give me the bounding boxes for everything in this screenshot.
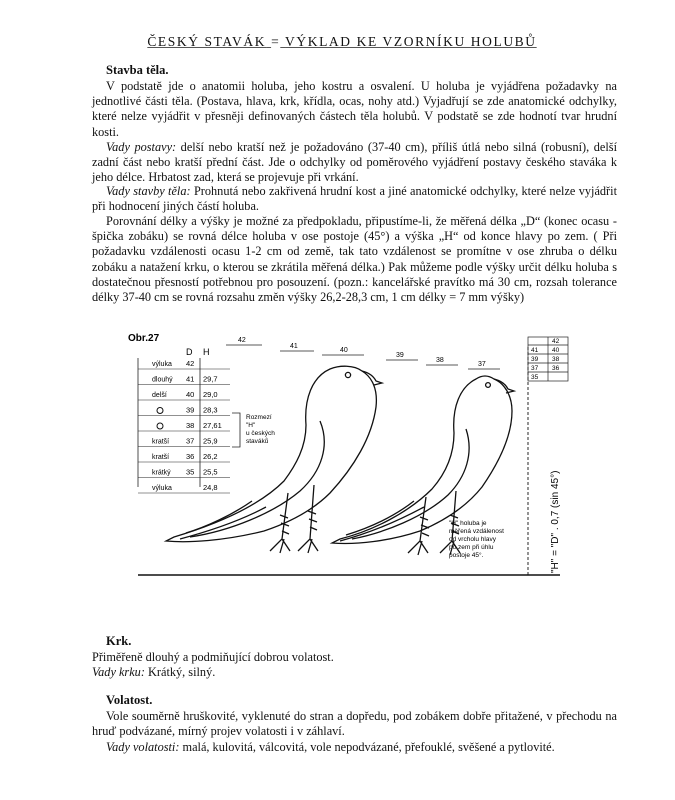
scale-row-label: výluka	[152, 485, 172, 492]
label-vady-stavby: Vady stavby těla:	[106, 184, 191, 198]
top-mark: 40	[340, 347, 348, 354]
scale-row-h: 25,5	[203, 467, 218, 477]
paragraph-anatomie: V podstatě jde o anatomii holuba, jeho kostru a osvalení. U holuba je vyjádřena požadavky na jednotlivé části těla. (Postava, hlava, krk, křídla, ocas, nohy atd.) Vyjadřují se zde anatomické odchylky, které nelze vyjádřit v přesněji definovaných částech těla holubů. V podstatě se zde hodnotí tvar hrudní kosti.	[92, 79, 617, 139]
scale-row-h: 28,3	[203, 405, 218, 415]
svg-text:37: 37	[531, 365, 539, 372]
scale-row	[138, 437, 230, 447]
rozmezi-bracket	[232, 413, 240, 447]
section-heading-stavba: Stavba těla.	[106, 63, 169, 77]
h-note	[449, 520, 504, 559]
figure-label: Obr.27	[128, 333, 160, 344]
scale-row-label: dlouhý	[152, 376, 173, 384]
top-marks	[226, 337, 500, 369]
scale-row	[138, 483, 230, 493]
scale-row	[138, 375, 230, 385]
paragraph-vady-stavby	[92, 184, 617, 214]
scale-row	[138, 359, 230, 369]
svg-text:42: 42	[552, 338, 560, 345]
scale-rows	[138, 359, 230, 493]
header-right: VÝKLAD KE VZORNÍKU HOLUBŮ	[285, 34, 537, 49]
svg-text:"H": "H"	[246, 422, 256, 429]
volatost-line1: Vole souměrně hruškovité, vyklenuté do stran a dopředu, pod zobákem dobře přitažené, v přechodu na hruď podvázané, mírný projev volatosti i v záhlaví.	[92, 709, 617, 739]
svg-text:staváků: staváků	[246, 438, 269, 445]
paragraph-vady-postavy	[92, 140, 617, 186]
scale-row-h: 26,2	[203, 452, 218, 461]
label-vady-krku: Vady krku:	[92, 665, 145, 679]
scale-row-label: výluka	[152, 361, 172, 368]
svg-text:38: 38	[552, 356, 560, 363]
svg-text:po zem při úhlu: po zem při úhlu	[449, 544, 494, 551]
volatost-vady	[92, 740, 617, 755]
text-vady-krku: Krátký, silný.	[144, 665, 216, 679]
scale-row-d: 39	[186, 405, 195, 415]
col-h-label: H	[203, 347, 210, 357]
scale-row-h: 29,0	[203, 390, 218, 399]
label-vady-postavy: Vady postavy:	[106, 140, 177, 154]
top-mark: 39	[396, 352, 404, 359]
svg-text:39: 39	[531, 356, 539, 363]
col-d-label: D	[186, 347, 193, 357]
scale-row-label: krátký	[152, 469, 171, 477]
top-mark: 41	[290, 343, 298, 350]
pigeon-drawing-left	[166, 366, 382, 553]
paragraph-porovnani: Porovnání délky a výšky je možné za předpokladu, připustíme-li, že měřená délka „D“ (konec ocasu - špička zobáku) se rovná délce holuba v ose postoje (45°) a výška „H“ od konce hlavy po zem. ( Při požadavku vzdálenosti ocasu 1-2 cm od země, tak tato vzdálenost se promítne v ose zhruba o délku zobáku a natažení krku, o kterou se zkrátila měřená délka.) Pak můžeme podle výšky určit délku holuba s dostatečnou přesností potřebnou pro posouzení. (pozn.: kancelářské pravítko má 30 cm, rozsah tolerance délky 37-40 cm se rovná rozsahu změn výšky 26,2-28,3 cm, 1 cm délky = 7 mm výšky)	[92, 214, 617, 305]
top-mark: 42	[238, 337, 246, 344]
tolerance-marker	[157, 408, 163, 414]
text-vady-postavy: delší nebo kratší než je požadováno (37-40 cm), příliš útlá nebo silná (robusní), delší zadní část nebo kratší přední část. Jde o odchylky od poměrového vyjádření postavy českého staváka k jeho délce. Hrbatost zad, která se projevuje při vrkání.	[92, 140, 617, 185]
scale-row-h: 29,7	[203, 374, 218, 384]
krk-line1: Přiměřeně dlouhý a podmiňující dobrou volatost.	[92, 650, 334, 664]
svg-text:u českých: u českých	[246, 430, 275, 437]
svg-text:35: 35	[531, 374, 539, 381]
scale-row-label: delší	[152, 392, 167, 399]
label-vady-volatosti: Vady volatosti:	[106, 740, 180, 754]
scale-row	[138, 390, 230, 400]
svg-text:41: 41	[531, 347, 539, 354]
scale-row-d: 36	[186, 452, 195, 461]
svg-text:Rozmezí: Rozmezí	[246, 414, 272, 421]
scale-row-d: 37	[186, 436, 195, 446]
top-mark: 38	[436, 357, 444, 364]
scale-row	[138, 406, 230, 416]
krk-vady	[92, 665, 617, 680]
scale-row	[138, 468, 230, 478]
scale-row-label: kratší	[152, 438, 170, 446]
top-mark: 37	[478, 361, 486, 368]
svg-text:36: 36	[552, 365, 560, 372]
figure-obr27	[0, 325, 675, 615]
section-heading-volatost: Volatost.	[106, 693, 153, 707]
scale-row-h: 24,8	[203, 483, 218, 492]
header-separator: =	[271, 34, 281, 49]
scale-row-d: 35	[186, 467, 195, 477]
right-scale	[528, 337, 568, 381]
page-header	[82, 34, 602, 50]
svg-text:"H" holuba je: "H" holuba je	[449, 520, 487, 527]
scale-row-d: 41	[186, 374, 195, 384]
section-heading-krk: Krk.	[106, 634, 132, 648]
svg-text:měřená vzdálenost: měřená vzdálenost	[449, 528, 504, 535]
text-vady-stavby: Prohnutá nebo zakřivená hrudní kost a jiné anatomické odchylky, které nelze vyjádřit při hodnocení jiných částí holuba.	[92, 184, 617, 214]
tolerance-marker	[157, 423, 163, 429]
scale-row	[138, 452, 230, 462]
scale-row-h: 27,61	[203, 421, 222, 430]
scale-row-d: 38	[186, 421, 195, 430]
header-left: ČESKÝ STAVÁK	[147, 34, 267, 49]
scale-row-d: 42	[186, 359, 195, 368]
formula-label: "H" = "D" . 0,7 (sin 45°)	[550, 470, 561, 573]
scale-row-d: 40	[186, 390, 195, 399]
svg-text:40: 40	[552, 347, 560, 354]
scale-row	[138, 421, 230, 431]
scale-row-label: kratší	[152, 454, 170, 461]
svg-text:postoje 45°.: postoje 45°.	[449, 552, 484, 559]
scale-row-h: 25,9	[203, 436, 218, 446]
rozmezi-note	[246, 414, 275, 445]
svg-text:od vrcholu hlavy: od vrcholu hlavy	[449, 536, 496, 543]
text-vady-volatosti: malá, kulovitá, válcovitá, vole nepodvázané, přefouklé, svěšené a pytlovité.	[179, 740, 555, 754]
